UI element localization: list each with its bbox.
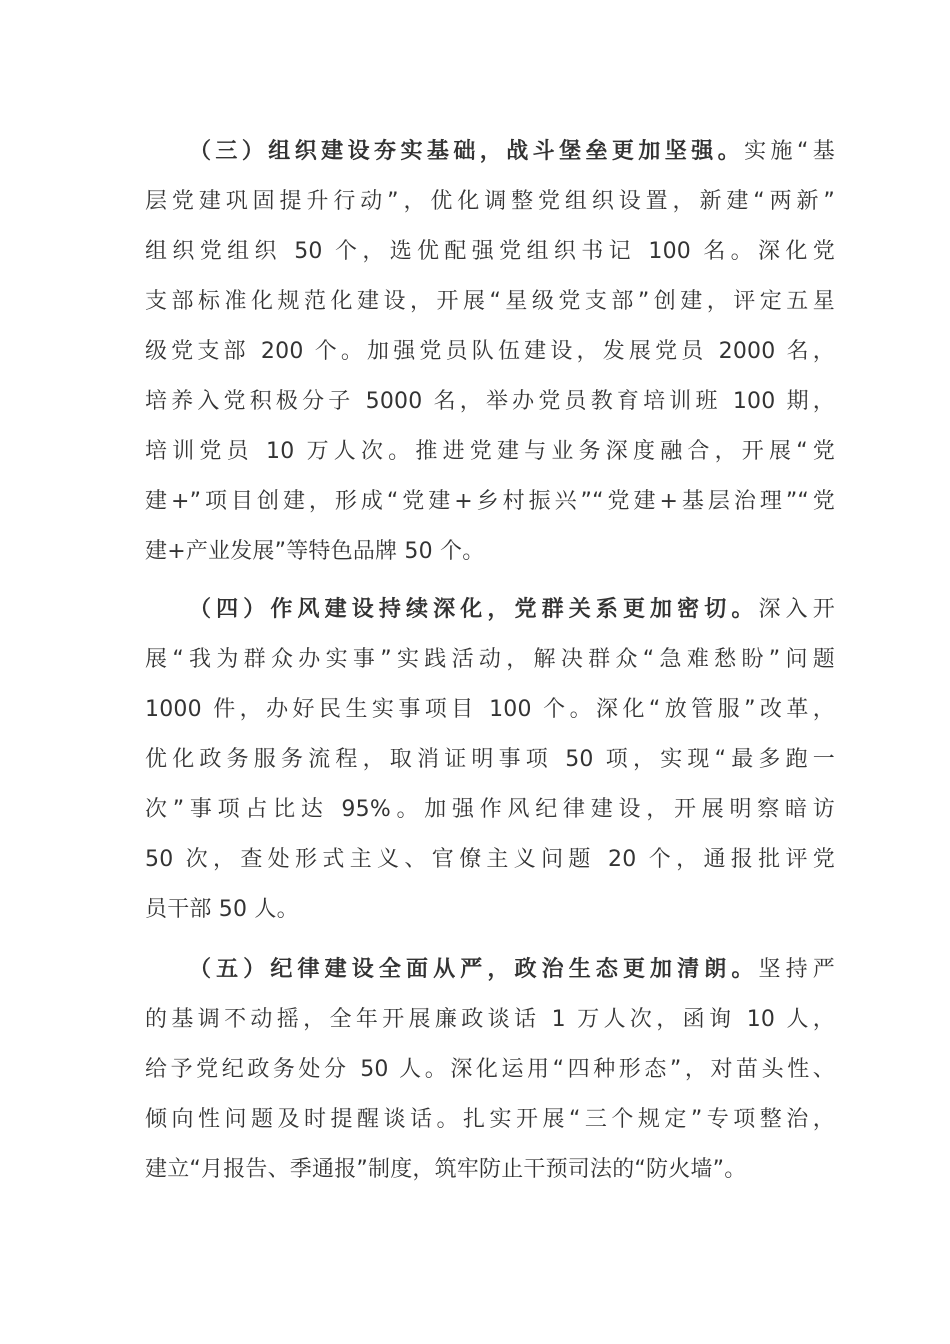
text-line: 给予党纪政务处分 50 人。深化运用“四种形态”，对苗头性、: [145, 1057, 835, 1082]
text-line: 建立“月报告、季通报”制度，筑牢防止干预司法的“防火墙”。: [145, 1157, 747, 1182]
text-segment: 深入开: [758, 597, 835, 622]
text-line: 支部标准化规范化建设，开展“星级党支部”创建，评定五星: [145, 289, 835, 314]
text-line: 培养入党积极分子 5000 名，举办党员教育培训班 100 期，: [145, 389, 835, 414]
text-line: 的基调不动摇，全年开展廉政谈话 1 万人次，函询 10 人，: [145, 1007, 835, 1032]
text-line: 次”事项占比达 95%。加强作风纪律建设，开展明察暗访: [145, 797, 835, 822]
paragraph-first-line: [145, 945, 835, 995]
section-heading: （五）纪律建设全面从严，政治生态更加清朗。: [189, 957, 759, 982]
paragraph-first-line: [145, 585, 835, 635]
text-line: 建+产业发展”等特色品牌 50 个。: [145, 539, 485, 564]
text-line: 组织党组织 50 个，选优配强党组织书记 100 名。深化党: [145, 239, 835, 264]
text-line: 层党建巩固提升行动”，优化调整党组织设置，新建“两新”: [145, 189, 835, 214]
text-line: 优化政务服务流程，取消证明事项 50 项，实现“最多跑一: [145, 747, 835, 772]
paragraph-section-5: [145, 945, 835, 1195]
paragraph-first-line: [145, 127, 835, 177]
text-line: 倾向性问题及时提醒谈话。扎实开展“三个规定”专项整治，: [145, 1107, 835, 1132]
text-line: 培训党员 10 万人次。推进党建与业务深度融合，开展“党: [145, 439, 835, 464]
text-line: 50 次，查处形式主义、官僚主义问题 20 个，通报批评党: [145, 847, 835, 872]
text-line: 建+”项目创建，形成“党建+乡村振兴”“党建+基层治理”“党: [145, 489, 835, 514]
section-heading: （四）作风建设持续深化，党群关系更加密切。: [189, 597, 759, 622]
text-line: 1000 件，办好民生实事项目 100 个。深化“放管服”改革，: [145, 697, 835, 722]
text-line: 级党支部 200 个。加强党员队伍建设，发展党员 2000 名，: [145, 339, 835, 364]
paragraph-section-3: [145, 127, 835, 577]
text-line: 展“我为群众办实事”实践活动，解决群众“急难愁盼”问题: [145, 647, 835, 672]
section-heading: （三）组织建设夯实基础，战斗堡垒更加坚强。: [189, 139, 745, 164]
paragraph-section-4: [145, 585, 835, 935]
text-segment: 实施“基: [744, 139, 836, 164]
text-segment: 坚持严: [758, 957, 835, 982]
text-line: 员干部 50 人。: [145, 897, 299, 922]
